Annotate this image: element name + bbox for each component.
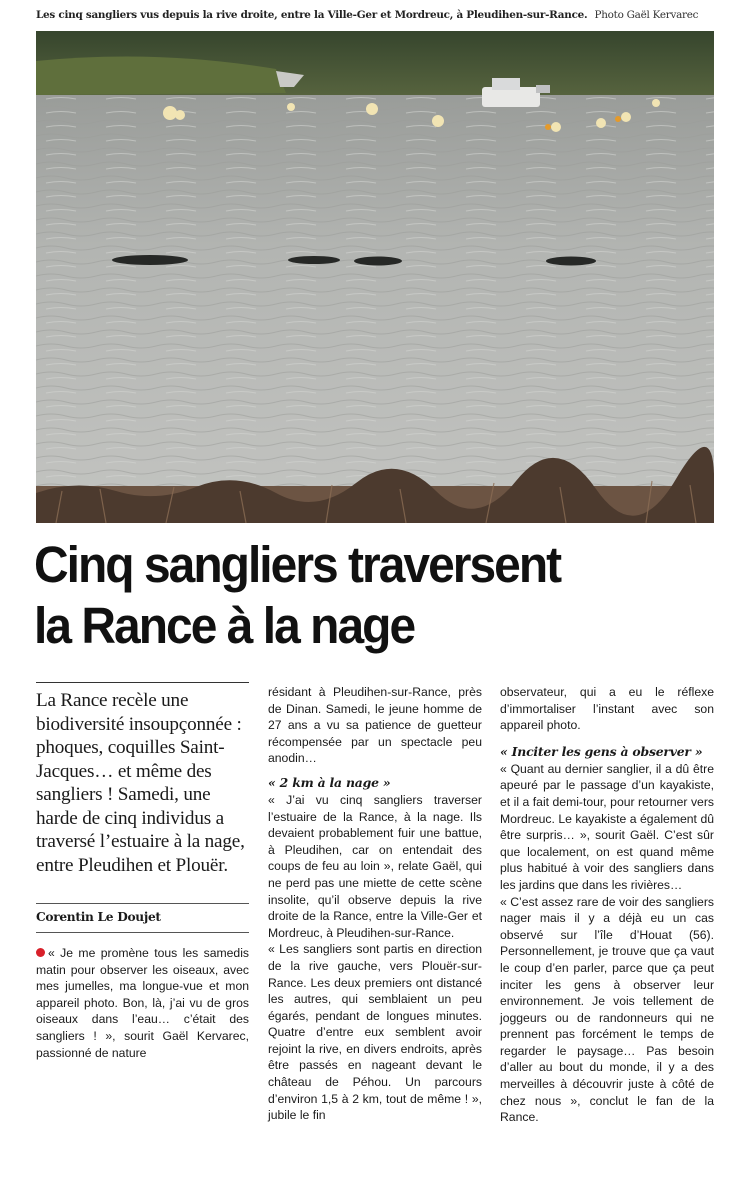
article-photo	[36, 31, 714, 523]
body-paragraph: « Les sangliers sont partis en direction de la rive gauche, vers Plouër-sur-Rance. Les deux premiers ont distancé les autres, qui semblaient un peu égarés, pendant de longues minutes. Quatre d’entre eux semblent avoir rejoint la rive, en divers endroits, après être passés en nageant devant le château de Péhou. Un parcours d’environ 1,5 à 2 km, tout de même ! », jubile le fin	[268, 942, 482, 1123]
subheading-2km: « 2 km à la nage »	[268, 774, 391, 790]
column-rule	[36, 682, 249, 683]
column-3	[500, 684, 714, 1126]
byline-rule-bottom	[36, 932, 249, 933]
subheading-inciter: « Inciter les gens à observer »	[500, 743, 703, 759]
headline	[34, 534, 683, 656]
photo-caption	[36, 7, 716, 23]
body-paragraph: résidant à Pleudihen-sur-Rance, près de Dinan. Samedi, le jeune homme de 27 ans a vu sa patience de guetteur récompensée par un spectacle peu anodin…	[268, 685, 482, 766]
photo-credit: Photo Gaël Kervarec	[594, 9, 699, 21]
lead-paragraph: La Rance recèle une biodiversité insoupçonnée : phoques, coquilles Saint-Jacques… et même des sangliers ! Samedi, une harde de cinq individus a traversé l’estuaire à la nage, entre Pleudihen et Plouër.	[36, 690, 245, 876]
body-paragraph: « Quant au dernier sanglier, il a dû être apeuré par le passage d’un kayakiste, et il a fait demi-tour, pour retourner vers Mordreuc. Le kayakiste a également dû être surpris… », sourit Gaël. C’est sûr que localement, on est quand même plus habitué à voir des sangliers dans les jardins que dans les rivières…	[500, 761, 714, 892]
headline-line-1: Cinq sangliers traversent	[34, 536, 561, 593]
headline-line-2: la Rance à la nage	[34, 597, 415, 654]
column-2	[268, 684, 482, 1124]
red-bullet-icon	[36, 948, 45, 957]
body-paragraph: « C’est assez rare de voir des sangliers nager mais il y a déjà eu un cas observé sur l’île d’Houat (56). Personnellement, je trouve que ça vaut le coup d’en parler, parce que ça peut inciter les gens à observer leur environnement. Je vois tellement de joggeurs ou de randonneurs qui ne prennent pas forcément le temps de regarder le paysage… Pas besoin d’aller au bout du monde, il y a des merveilles à découvrir juste à côté de chez nous », conclut le fan de la Rance.	[500, 894, 714, 1125]
column-1-text: « Je me promène tous les samedis matin pour observer les oiseaux, avec mes jumelles, ma longue-vue et mon appareil photo. Bon, là, j’ai vu de gros oiseaux dans l’eau… c’était des sangliers ! », sourit Gaël Kervarec, passionné de nature	[36, 946, 249, 1060]
byline-rule-top	[36, 903, 249, 904]
byline: Corentin Le Doujet	[36, 910, 161, 924]
body-paragraph: observateur, qui a eu le réflexe d’immortaliser l’instant avec son appareil photo.	[500, 685, 714, 733]
caption-text: Les cinq sangliers vus depuis la rive droite, entre la Ville-Ger et Mordreuc, à Pleudihen-sur-Rance.	[36, 9, 588, 21]
river-photo-image	[36, 31, 714, 523]
body-paragraph: « J’ai vu cinq sangliers traverser l’estuaire de la Rance, à la nage. Ils devaient probablement fuir une battue, à Pleudihen, car on entendait des coups de feu au loin », relate Gaël, qui ne perd pas une miette de cette scène insolite, qu’il observe depuis la rive droite de la Rance, entre la Ville-Ger et Mordreuc, à Pleudihen-sur-Rance.	[268, 792, 482, 940]
body-paragraph	[36, 945, 249, 1061]
column-1	[36, 682, 249, 1061]
